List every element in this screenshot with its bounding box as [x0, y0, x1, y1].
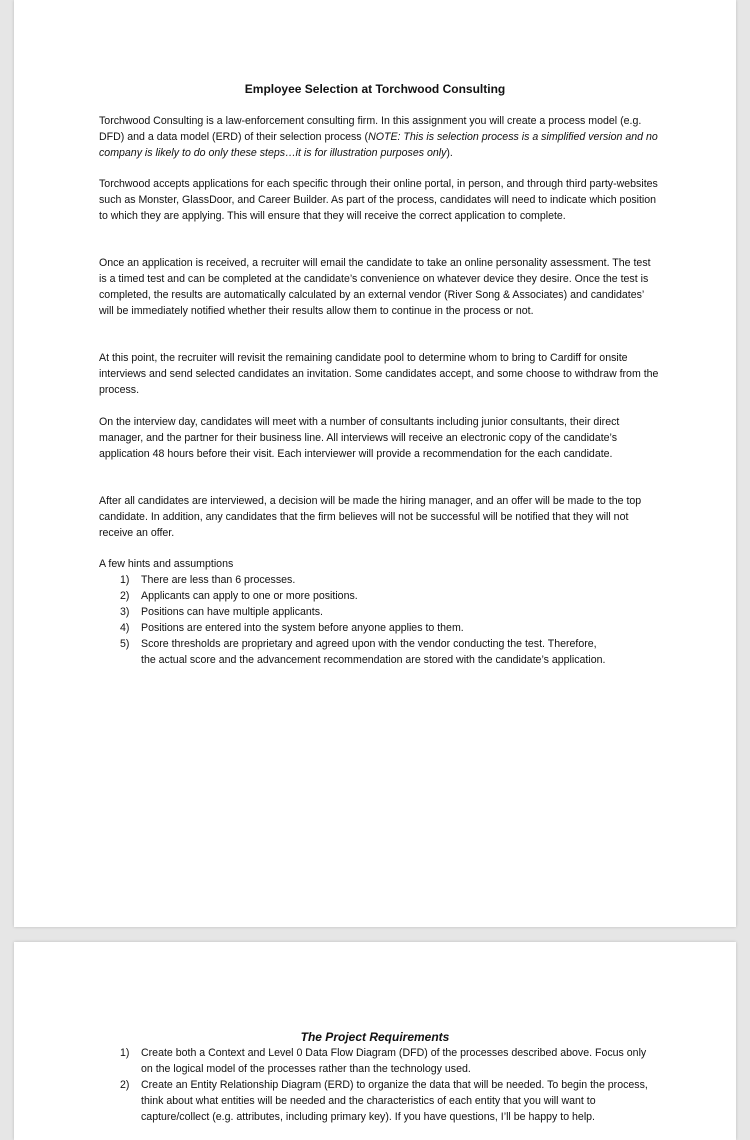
list-item [99, 588, 609, 604]
list-item [99, 636, 609, 668]
hints-heading: A few hints and assumptions [99, 558, 234, 570]
list-item [99, 572, 609, 588]
document-title: Employee Selection at Torchwood Consulting [244, 82, 506, 96]
list-item-text: Positions can have multiple applicants. [141, 606, 323, 618]
candidate-pool-paragraph: At this point, the recruiter will revisit the remaining candidate pool to determine whom to bring to Cardiff for onsite interviews and send selected candidates an invitation. Some candidates accept, and some choose to withdraw from the process. [99, 352, 659, 396]
hints-list [99, 572, 609, 668]
requirements-list [99, 1045, 659, 1125]
intro-note: NOTE: This is selection process is a simplified version and no company is likely to do only these steps…it is for illustration purposes only [99, 131, 658, 159]
interview-day-paragraph: On the interview day, candidates will meet with a number of consultants including junior consultants, their direct manager, and the partner for their business line. All interviews will receive an electronic copy of the candidate’s application 48 hours before their visit. Each interviewer will provide a recommendation for the each candidate. [99, 416, 620, 460]
list-item-text: Applicants can apply to one or more positions. [141, 590, 358, 602]
list-item [99, 620, 609, 636]
intro-text: Torchwood Consulting is a law-enforcement consulting firm. In this assignment you will create a process model (e.g. DFD) and a data model (ERD) of their selection process ( [99, 115, 642, 143]
list-item-number: 1) [120, 1047, 130, 1059]
assessment-paragraph: Once an application is received, a recruiter will email the candidate to take an online personality assessment. The test is a timed test and can be completed at the candidate’s convenience on whatever device they desire. Once the test is completed, the results are automatically calculated by an external vendor (River Song & Associates) and candidates’ will be immediately notified whether their results allow them to continue in the process or not. [99, 257, 651, 317]
requirements-title: The Project Requirements [300, 1030, 450, 1044]
document-page-1 [14, 0, 736, 927]
list-item-number: 4) [120, 622, 130, 634]
list-item-number: 2) [120, 1079, 130, 1091]
list-item-number: 1) [120, 574, 130, 586]
list-item-number: 2) [120, 590, 130, 602]
intro-end: ). [446, 147, 453, 159]
list-item-text: Score thresholds are proprietary and agreed upon with the vendor conducting the test. Therefore, the actual score and the advancement recommendation are stored with the candidate’s application. [141, 638, 606, 666]
intro-paragraph [99, 113, 659, 161]
list-item [99, 1077, 659, 1125]
list-item-text: Positions are entered into the system before anyone applies to them. [141, 622, 464, 634]
document-page-2 [14, 942, 736, 1140]
list-item-number: 5) [120, 638, 130, 650]
list-item [99, 604, 609, 620]
applications-paragraph: Torchwood accepts applications for each specific through their online portal, in person, and through third party-websites such as Monster, GlassDoor, and Career Builder. As part of the process, candidates will need to indicate which position to which they are applying. This will ensure that they will receive the correct application to complete. [99, 178, 658, 222]
list-item-text: Create an Entity Relationship Diagram (ERD) to organize the data that will be needed. To begin the process, think about what entities will be needed and the characteristics of each entity that you will want to capture/collect (e.g. attributes, including primary key). If you have questions, I’ll be happy to help. [141, 1079, 648, 1123]
list-item-number: 3) [120, 606, 130, 618]
list-item-text: Create both a Context and Level 0 Data Flow Diagram (DFD) of the processes described above. Focus only on the logical model of the processes rather than the technology used. [141, 1047, 647, 1075]
list-item-text: There are less than 6 processes. [141, 574, 296, 586]
decision-paragraph: After all candidates are interviewed, a decision will be made the hiring manager, and an offer will be made to the top candidate. In addition, any candidates that the firm believes will not be successful will be notified that they will not receive an offer. [99, 495, 642, 539]
list-item [99, 1045, 659, 1077]
